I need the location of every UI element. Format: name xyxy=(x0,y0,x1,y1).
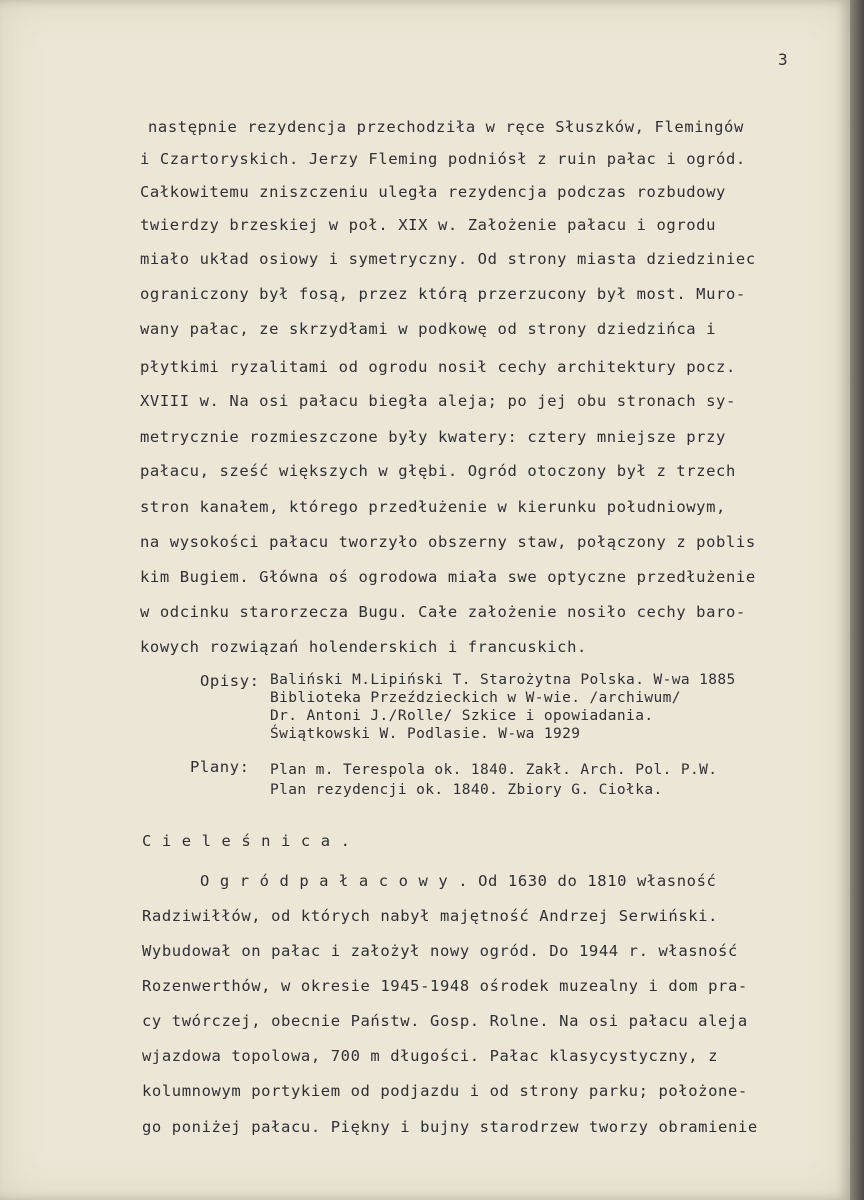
paragraph-line: płytkimi ryzalitami od ogrodu nosił cechy architektury pocz. xyxy=(140,358,736,376)
paragraph-line: pałacu, sześć większych w głębi. Ogród otoczony był z trzech xyxy=(140,462,736,480)
paragraph-line: XVIII w. Na osi pałacu biegła aleja; po jej obu stronach sy- xyxy=(140,392,736,410)
paragraph-line: następnie rezydencja przechodziła w ręce Słuszków, Flemingów xyxy=(148,118,744,136)
paragraph-line: metrycznie rozmieszczone były kwatery: cztery mniejsze przy xyxy=(140,428,726,446)
paragraph-line: Całkowitemu zniszczeniu uległa rezydencja podczas rozbudowy xyxy=(140,183,726,201)
paragraph-line: twierdzy brzeskiej w poł. XIX w. Założenie pałacu i ogrodu xyxy=(140,216,717,234)
bibliography-entry: Dr. Antoni J./Rolle/ Szkice i opowiadania. xyxy=(270,708,654,724)
paragraph-line: kolumnowym portykiem od podjazdu i od strony parku; położone- xyxy=(142,1082,748,1100)
page-edge xyxy=(850,0,864,1200)
plany-label: Plany: xyxy=(190,758,250,776)
opisy-label: Opisy: xyxy=(200,672,260,690)
plan-entry: Plan rezydencji ok. 1840. Zbiory G. Ciołka. xyxy=(270,782,663,798)
section-title: C i e l e ś n i c a . xyxy=(142,832,351,850)
paragraph-line: wjazdowa topolowa, 700 m długości. Pałac klasycystyczny, z xyxy=(142,1047,719,1065)
paragraph-line: na wysokości pałacu tworzyło obszerny staw, połączony z poblis xyxy=(140,533,756,551)
paragraph-line: kowych rozwiązań holenderskich i francuskich. xyxy=(140,638,587,656)
paragraph-line: ograniczony był fosą, przez którą przerzucony był most. Muro- xyxy=(140,285,746,303)
bibliography-entry: Świątkowski W. Podlasie. W-wa 1929 xyxy=(270,726,581,742)
paragraph-line: kim Bugiem. Główna oś ogrodowa miała swe optyczne przedłużenie xyxy=(140,568,756,586)
paragraph-line: Rozenwerthów, w okresie 1945-1948 ośrodek muzealny i dom pra- xyxy=(142,977,748,995)
paragraph-line: miało układ osiowy i symetryczny. Od strony miasta dziedziniec xyxy=(140,250,756,268)
bibliography-entry: Baliński M.Lipiński T. Starożytna Polska. W-wa 1885 xyxy=(270,672,736,688)
paragraph-line: wany pałac, ze skrzydłami w podkowę od strony dziedzińca i xyxy=(140,320,717,338)
paragraph-line: w odcinku starorzecza Bugu. Całe założenie nosiło cechy baro- xyxy=(140,603,746,621)
paragraph-line: Wybudował on pałac i założył nowy ogród. Do 1944 r. własność xyxy=(142,942,738,960)
bibliography-entry: Biblioteka Przeździeckich w W-wie. /archiwum/ xyxy=(270,690,681,706)
paragraph-line: go poniżej pałacu. Piękny i bujny starodrzew tworzy obramienie xyxy=(142,1118,758,1136)
paragraph-line: cy twórczej, obecnie Państw. Gosp. Rolne. Na osi pałacu aleja xyxy=(142,1012,748,1030)
paragraph-line: i Czartoryskich. Jerzy Fleming podniósł z ruin pałac i ogród. xyxy=(140,150,746,168)
paragraph-line: Radziwiłłów, od których nabył majętność Andrzej Serwiński. xyxy=(142,907,719,925)
plan-entry: Plan m. Terespola ok. 1840. Zakł. Arch. Pol. P.W. xyxy=(270,762,718,778)
paragraph-line: stron kanałem, którego przedłużenie w kierunku południowym, xyxy=(140,498,726,516)
page-number: 3 xyxy=(778,50,789,69)
paragraph-line: O g r ó d p a ł a c o w y . Od 1630 do 1810 własność xyxy=(200,872,717,890)
